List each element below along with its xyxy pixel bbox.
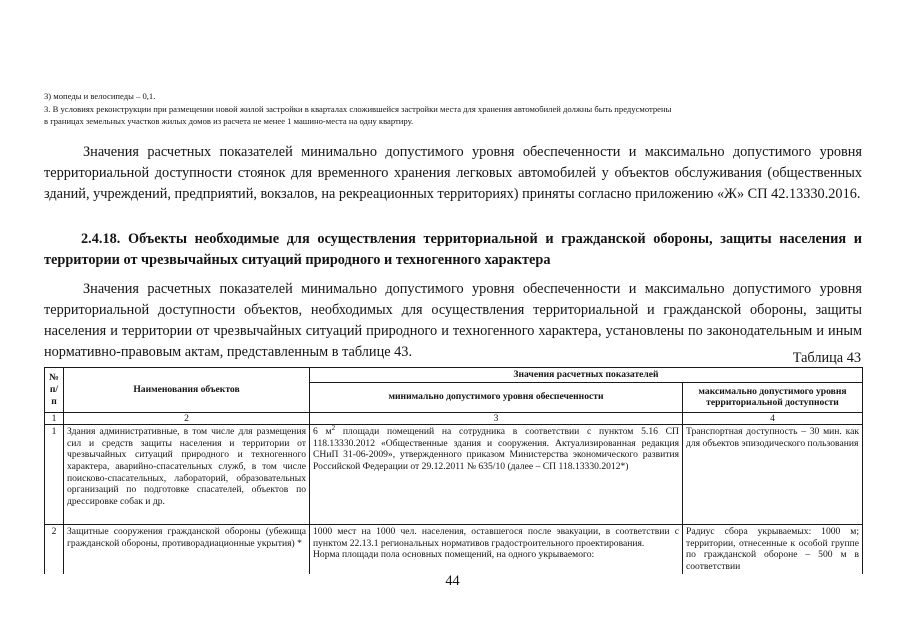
- table-43: [44, 367, 863, 574]
- row-max-level: Радиус сбора укрываемых: 1000 м; территории, отнесенные к особой группе по гражданской обороне – 500 м в соответствии: [683, 525, 863, 574]
- row-min-level: [310, 425, 683, 525]
- row-max-level: Транспортная доступность – 30 мин. как для объектов эпизодического пользования: [683, 425, 863, 525]
- row-num: 2: [45, 525, 64, 574]
- footnote-line: 3. В условиях реконструкции при размещении новой жилой застройки в кварталах сложившейся застройки места для хранения автомобилей должны быть предусмотрены: [44, 103, 672, 114]
- page-number: 44: [445, 573, 460, 589]
- min-level-text: площади помещений на сотрудника в соответствии с пунктом 5.16 СП 118.13330.2012 «Общественные здания и сооружения. Актуализированная редакция СНиП 31-06-2009», утвержденного приказом Министерства экономического развития Российской Федерации от 29.12.2011 № 635/10 (далее – СП 118.13330.2012*): [313, 426, 679, 472]
- table-header-row: [45, 368, 863, 383]
- header-min-level: минимально допустимого уровня обеспеченности: [310, 382, 683, 412]
- column-number: 1: [45, 412, 64, 425]
- row-num: 1: [45, 425, 64, 525]
- row-name: Здания административные, в том числе для размещения сил и средств защиты населения и территории от чрезвычайных ситуаций природного и техногенного характера, аварийно-спасательных служб, в том числе поисково-спасательных, лабораторий, образовательных организаций по подготовке спасателей, объектов по дрессировке собак и др.: [64, 425, 310, 525]
- footnote-line: в границах земельных участков жилых домов из расчета не менее 1 машино-места на одну квартиру.: [44, 116, 414, 126]
- column-number: 3: [310, 412, 683, 425]
- header-max-level: максимально допустимого уровня территориальной доступности: [683, 382, 863, 412]
- min-level-text: 6 м: [313, 426, 332, 438]
- column-number: 4: [683, 412, 863, 425]
- header-name: Наименования объектов: [64, 368, 310, 413]
- paragraph-parking: Значения расчетных показателей минимально допустимого уровня обеспеченности и максимально допустимого уровня территориальной доступности стоянок для временного хранения легковых автомобилей у объектов обслуживания (общественных зданий, учреждений, предприятий, вокзалов, на рекреационных территориях) приняты согласно приложению «Ж» СП 42.13330.2016.: [44, 144, 862, 202]
- superscript: 2: [331, 424, 336, 432]
- table-row: [45, 425, 863, 525]
- min-level-continuation: Норма площади пола основных помещений, на одного укрываемого:: [313, 549, 595, 561]
- footnotes: [44, 90, 864, 128]
- column-number: 2: [64, 412, 310, 425]
- row-name: Защитные сооружения гражданской обороны (убежища гражданской обороны, противорадиационные укрытия) *: [64, 525, 310, 574]
- header-num: № п/п: [45, 368, 64, 413]
- table-row: [45, 525, 863, 574]
- min-level-text: 1000 мест на 1000 чел. населения, оставшегося после эвакуации, в соответствии с пунктом 22.13.1 региональных нормативов градостроительного проектирования.: [313, 526, 679, 549]
- table-column-numbers-row: [45, 412, 863, 425]
- row-min-level: [310, 525, 683, 574]
- table-caption: Таблица 43: [792, 350, 861, 366]
- header-values-group: Значения расчетных показателей: [310, 368, 863, 383]
- footnote-line: 3) мопеды и велосипеды – 0,1.: [44, 91, 156, 101]
- paragraph-civil-defense: Значения расчетных показателей минимально допустимого уровня обеспеченности и максимально допустимого уровня территориальной доступности объектов, необходимых для осуществления территориальной и гражданской обороны, защиты населения и территории от чрезвычайных ситуаций природного и техногенного характера, установлены по законодательным и иным нормативно-правовым актам, представленным в таблице 43.: [44, 281, 862, 360]
- section-heading: 2.4.18. Объекты необходимые для осуществления территориальной и гражданской обороны, защиты населения и территории от чрезвычайных ситуаций природного и техногенного характера: [44, 231, 862, 268]
